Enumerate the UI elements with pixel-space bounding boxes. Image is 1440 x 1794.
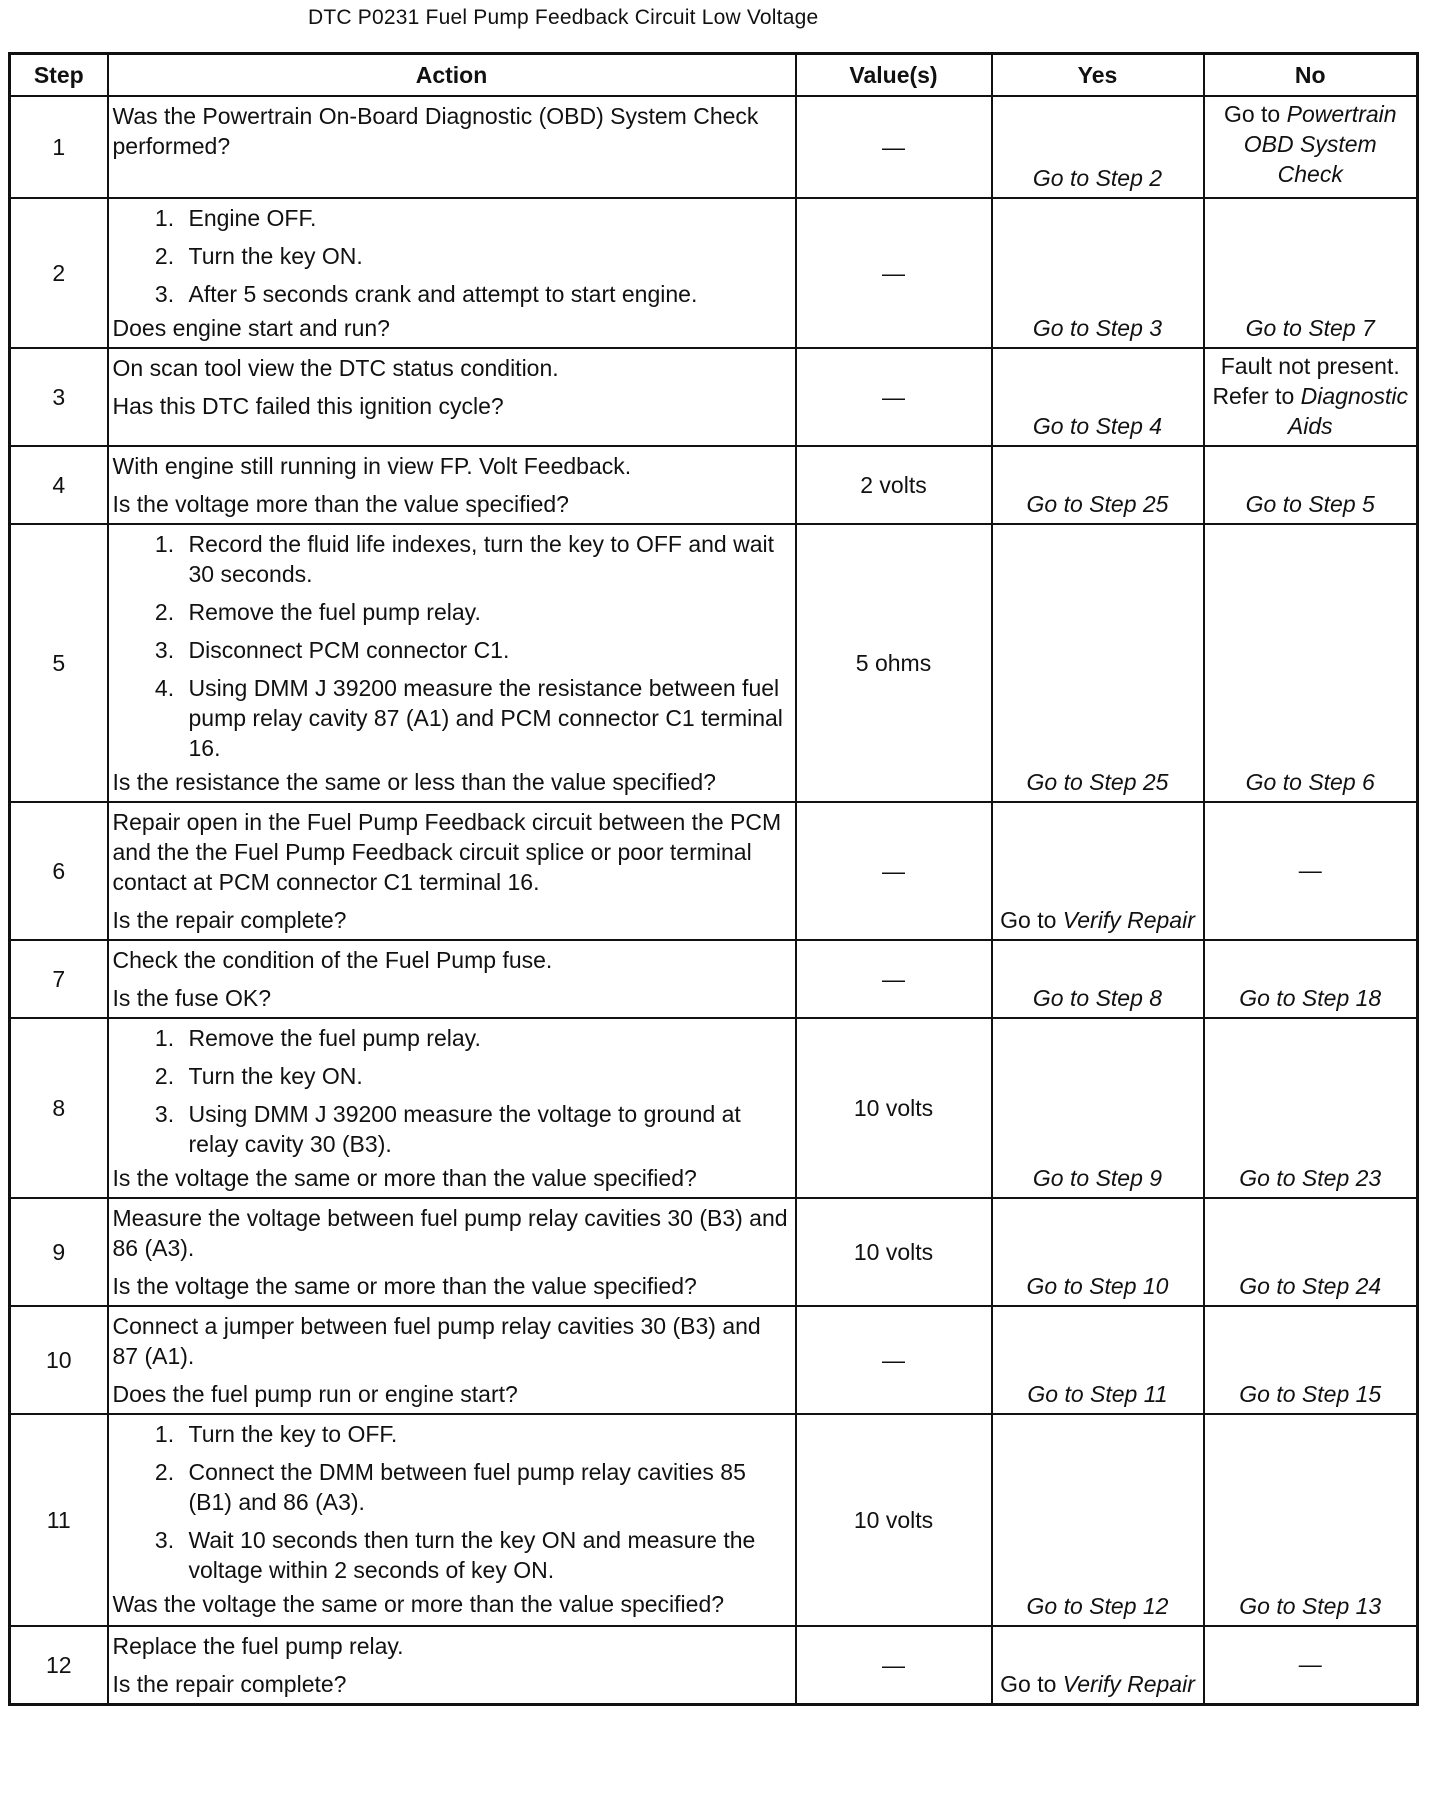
- no-cell: [1204, 1198, 1418, 1306]
- no-link: Go to Step 24: [1239, 1273, 1382, 1299]
- table-header-row: [10, 54, 1418, 97]
- action-steps-list: [113, 1419, 789, 1585]
- action-text: Is the repair complete?: [112, 1671, 347, 1697]
- column-header-values: Value(s): [796, 54, 992, 97]
- yes-cell: [992, 348, 1204, 446]
- step-number: 4: [10, 446, 108, 524]
- action-steps-list: [113, 203, 789, 309]
- action-cell: [108, 96, 796, 198]
- yes-cell: [992, 802, 1204, 940]
- no-cell: [1204, 1414, 1418, 1626]
- action-step-item: 2. Turn the key ON.: [181, 241, 789, 271]
- action-step-item: 1. Record the fluid life indexes, turn the key to OFF and wait 30 seconds.: [181, 529, 789, 589]
- action-text: Replace the fuel pump relay.: [112, 1633, 404, 1659]
- step-number: 3: [10, 348, 108, 446]
- action-cell: [108, 802, 796, 940]
- value-cell: 10 volts: [796, 1414, 992, 1626]
- action-text: Measure the voltage between fuel pump relay cavities 30 (B3) and 86 (A3).: [112, 1205, 788, 1261]
- no-cell: [1204, 348, 1418, 446]
- yes-cell: [992, 198, 1204, 348]
- no-cell: [1204, 802, 1418, 940]
- yes-cell: [992, 1306, 1204, 1414]
- column-header-action: Action: [108, 54, 796, 97]
- table-row: [10, 348, 1418, 446]
- step-number: 11: [10, 1414, 108, 1626]
- action-cell: [108, 1306, 796, 1414]
- yes-link: Go to Step 4: [1032, 413, 1163, 439]
- table-row: [10, 1626, 1418, 1705]
- action-text: Does the fuel pump run or engine start?: [112, 1381, 518, 1407]
- action-text: On scan tool view the DTC status condition.: [112, 355, 559, 381]
- table-row: [10, 524, 1418, 802]
- value-cell: 5 ohms: [796, 524, 992, 802]
- column-header-yes: Yes: [992, 54, 1204, 97]
- table-row: [10, 96, 1418, 198]
- step-number: 8: [10, 1018, 108, 1198]
- action-step-item: 3. After 5 seconds crank and attempt to start engine.: [181, 279, 789, 309]
- yes-link: Verify Repair: [1062, 907, 1195, 933]
- value-cell: —: [796, 1626, 992, 1705]
- step-number: 5: [10, 524, 108, 802]
- yes-link: Go to Step 12: [1026, 1593, 1169, 1619]
- column-header-step: Step: [10, 54, 108, 97]
- yes-cell: [992, 96, 1204, 198]
- no-prefix: Go to: [1223, 101, 1281, 127]
- yes-link: Go to Step 8: [1032, 985, 1163, 1011]
- action-text: Is the fuse OK?: [112, 985, 272, 1011]
- no-link: Go to Step 23: [1239, 1165, 1382, 1191]
- value-cell: —: [796, 96, 992, 198]
- no-link: Go to Step 7: [1245, 315, 1375, 341]
- no-link: Go to Step 6: [1245, 769, 1375, 795]
- yes-link: Verify Repair: [1062, 1671, 1195, 1697]
- document-title: DTC P0231 Fuel Pump Feedback Circuit Low Voltage: [308, 6, 819, 29]
- step-number: 9: [10, 1198, 108, 1306]
- yes-link: Go to Step 3: [1032, 315, 1163, 341]
- value-cell: —: [796, 1306, 992, 1414]
- action-text: Check the condition of the Fuel Pump fuse.: [112, 947, 553, 973]
- yes-link: Go to Step 25: [1026, 491, 1169, 517]
- no-link: Powertrain OBD System Check: [1243, 101, 1397, 187]
- value-cell: —: [796, 802, 992, 940]
- action-step-item: 2. Remove the fuel pump relay.: [181, 597, 789, 627]
- action-cell: [108, 348, 796, 446]
- action-step-item: 2. Connect the DMM between fuel pump relay cavities 85 (B1) and 86 (A3).: [181, 1457, 789, 1517]
- no-cell: [1204, 96, 1418, 198]
- action-cell: [108, 1018, 796, 1198]
- action-step-item: 2. Turn the key ON.: [181, 1061, 789, 1091]
- step-number: 1: [10, 96, 108, 198]
- no-link: Go to Step 18: [1239, 985, 1382, 1011]
- no-link: Go to Step 13: [1239, 1593, 1382, 1619]
- yes-link: Go to Step 11: [1027, 1381, 1168, 1407]
- yes-cell: [992, 1018, 1204, 1198]
- step-number: 7: [10, 940, 108, 1018]
- table-row: [10, 1306, 1418, 1414]
- no-link: Go to Step 15: [1239, 1381, 1382, 1407]
- no-cell: [1204, 940, 1418, 1018]
- yes-cell: [992, 524, 1204, 802]
- yes-link: Go to Step 9: [1032, 1165, 1163, 1191]
- action-cell: [108, 1198, 796, 1306]
- action-step-item: 3. Wait 10 seconds then turn the key ON and measure the voltage within 2 seconds of key ON.: [181, 1525, 789, 1585]
- yes-link: Go to Step 2: [1032, 165, 1163, 191]
- step-number: 10: [10, 1306, 108, 1414]
- action-step-item: 4. Using DMM J 39200 measure the resistance between fuel pump relay cavity 87 (A1) and PCM connector C1 terminal 16.: [181, 673, 789, 763]
- no-link: Diagnostic Aids: [1287, 383, 1409, 439]
- action-cell: [108, 1414, 796, 1626]
- value-cell: 2 volts: [796, 446, 992, 524]
- value-cell: 10 volts: [796, 1198, 992, 1306]
- action-cell: [108, 524, 796, 802]
- table-row: [10, 940, 1418, 1018]
- value-cell: —: [796, 348, 992, 446]
- action-steps-list: [113, 529, 789, 763]
- action-text: Is the repair complete?: [112, 907, 347, 933]
- no-link: Go to Step 5: [1245, 491, 1375, 517]
- action-step-item: 1. Engine OFF.: [181, 203, 789, 233]
- action-cell: [108, 940, 796, 1018]
- action-step-item: 3. Using DMM J 39200 measure the voltage to ground at relay cavity 30 (B3).: [181, 1099, 789, 1159]
- yes-prefix: Go to: [1000, 1671, 1057, 1697]
- no-cell: [1204, 1626, 1418, 1705]
- step-number: 2: [10, 198, 108, 348]
- yes-prefix: Go to: [1000, 907, 1057, 933]
- yes-cell: [992, 446, 1204, 524]
- action-step-item: 1. Remove the fuel pump relay.: [181, 1023, 789, 1053]
- action-text: Repair open in the Fuel Pump Feedback circuit between the PCM and the the Fuel Pump Feedback circuit splice or poor terminal contact at PCM connector C1 terminal 16.: [112, 809, 782, 895]
- yes-cell: [992, 1626, 1204, 1705]
- yes-link: Go to Step 10: [1026, 1273, 1169, 1299]
- action-question: Is the voltage the same or more than the value specified?: [112, 1165, 697, 1191]
- table-row: [10, 1018, 1418, 1198]
- column-header-no: No: [1204, 54, 1418, 97]
- yes-cell: [992, 1198, 1204, 1306]
- value-cell: —: [796, 940, 992, 1018]
- action-cell: [108, 198, 796, 348]
- value-cell: 10 volts: [796, 1018, 992, 1198]
- action-text: Is the voltage the same or more than the value specified?: [112, 1273, 697, 1299]
- action-cell: [108, 1626, 796, 1705]
- step-number: 12: [10, 1626, 108, 1705]
- no-cell: [1204, 524, 1418, 802]
- action-step-item: 3. Disconnect PCM connector C1.: [181, 635, 789, 665]
- action-cell: [108, 446, 796, 524]
- diagnostic-table: [8, 52, 1419, 1706]
- action-text: Is the voltage more than the value specified?: [112, 491, 569, 517]
- action-step-item: 1. Turn the key to OFF.: [181, 1419, 789, 1449]
- action-question: Is the resistance the same or less than the value specified?: [112, 769, 716, 795]
- step-number: 6: [10, 802, 108, 940]
- no-cell: [1204, 1306, 1418, 1414]
- table-row: [10, 1414, 1418, 1626]
- no-cell: [1204, 198, 1418, 348]
- table-row: [10, 446, 1418, 524]
- action-text: Was the Powertrain On-Board Diagnostic (OBD) System Check performed?: [112, 103, 759, 159]
- table-row: [10, 1198, 1418, 1306]
- action-text: With engine still running in view FP. Volt Feedback.: [112, 453, 632, 479]
- yes-cell: [992, 1414, 1204, 1626]
- action-question: Does engine start and run?: [112, 315, 390, 341]
- no-cell: [1204, 1018, 1418, 1198]
- action-text: Has this DTC failed this ignition cycle?: [112, 393, 504, 419]
- action-text: Connect a jumper between fuel pump relay cavities 30 (B3) and 87 (A1).: [112, 1313, 761, 1369]
- no-dash: —: [1298, 1651, 1322, 1677]
- yes-cell: [992, 940, 1204, 1018]
- no-cell: [1204, 446, 1418, 524]
- table-row: [10, 802, 1418, 940]
- action-question: Was the voltage the same or more than the value specified?: [112, 1591, 725, 1617]
- table-body: [10, 96, 1418, 1705]
- action-steps-list: [113, 1023, 789, 1159]
- no-dash: —: [1298, 857, 1322, 883]
- table-row: [10, 198, 1418, 348]
- value-cell: —: [796, 198, 992, 348]
- yes-link: Go to Step 25: [1026, 769, 1169, 795]
- no-note: Fault not present. Refer to: [1212, 353, 1400, 409]
